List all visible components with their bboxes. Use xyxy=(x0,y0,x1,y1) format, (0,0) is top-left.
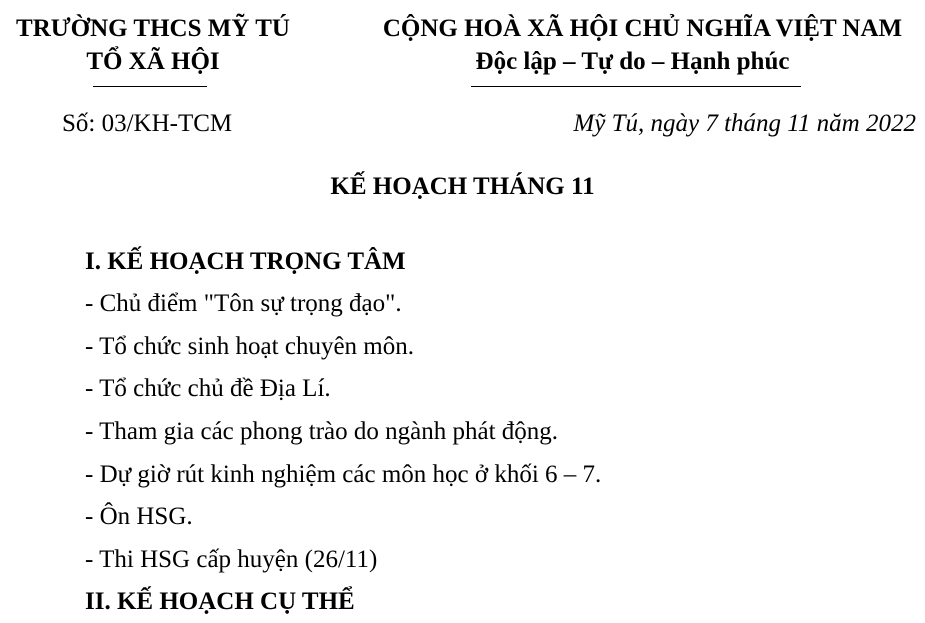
section-heading-detailed-plan: II. KẾ HOẠCH CỤ THỂ xyxy=(85,588,355,616)
list-item: - Tham gia các phong trào do ngành phát động. xyxy=(85,418,559,446)
header-left-underline xyxy=(93,86,207,87)
document-number: Số: 03/KH-TCM xyxy=(62,110,233,137)
section-heading-focus-plan: I. KẾ HOẠCH TRỌNG TÂM xyxy=(85,248,406,275)
document-title: KẾ HOẠCH THÁNG 11 xyxy=(330,173,595,200)
department-name: TỔ XÃ HỘI xyxy=(86,48,220,75)
list-item: - Thi HSG cấp huyện (26/11) xyxy=(85,545,378,573)
list-item: - Dự giờ rút kinh nghiệm các môn học ở khối 6 – 7. xyxy=(85,460,602,488)
national-motto: Độc lập – Tự do – Hạnh phúc xyxy=(475,48,790,75)
nation-title: CỘNG HOÀ XÃ HỘI CHỦ NGHĨA VIỆT NAM xyxy=(382,15,903,42)
school-name: TRƯỜNG THCS MỸ TÚ xyxy=(16,15,290,42)
place-date: Mỹ Tú, ngày 7 tháng 11 năm 2022 xyxy=(573,110,916,137)
list-item: - Tổ chức sinh hoạt chuyên môn. xyxy=(85,332,414,360)
list-item: - Ôn HSG. xyxy=(85,503,193,531)
header-right-underline xyxy=(471,86,801,87)
list-item: - Chủ điểm "Tôn sự trọng đạo". xyxy=(85,290,402,318)
document-body xyxy=(85,241,915,623)
list-item: - Tổ chức chủ đề Địa Lí. xyxy=(85,375,331,403)
